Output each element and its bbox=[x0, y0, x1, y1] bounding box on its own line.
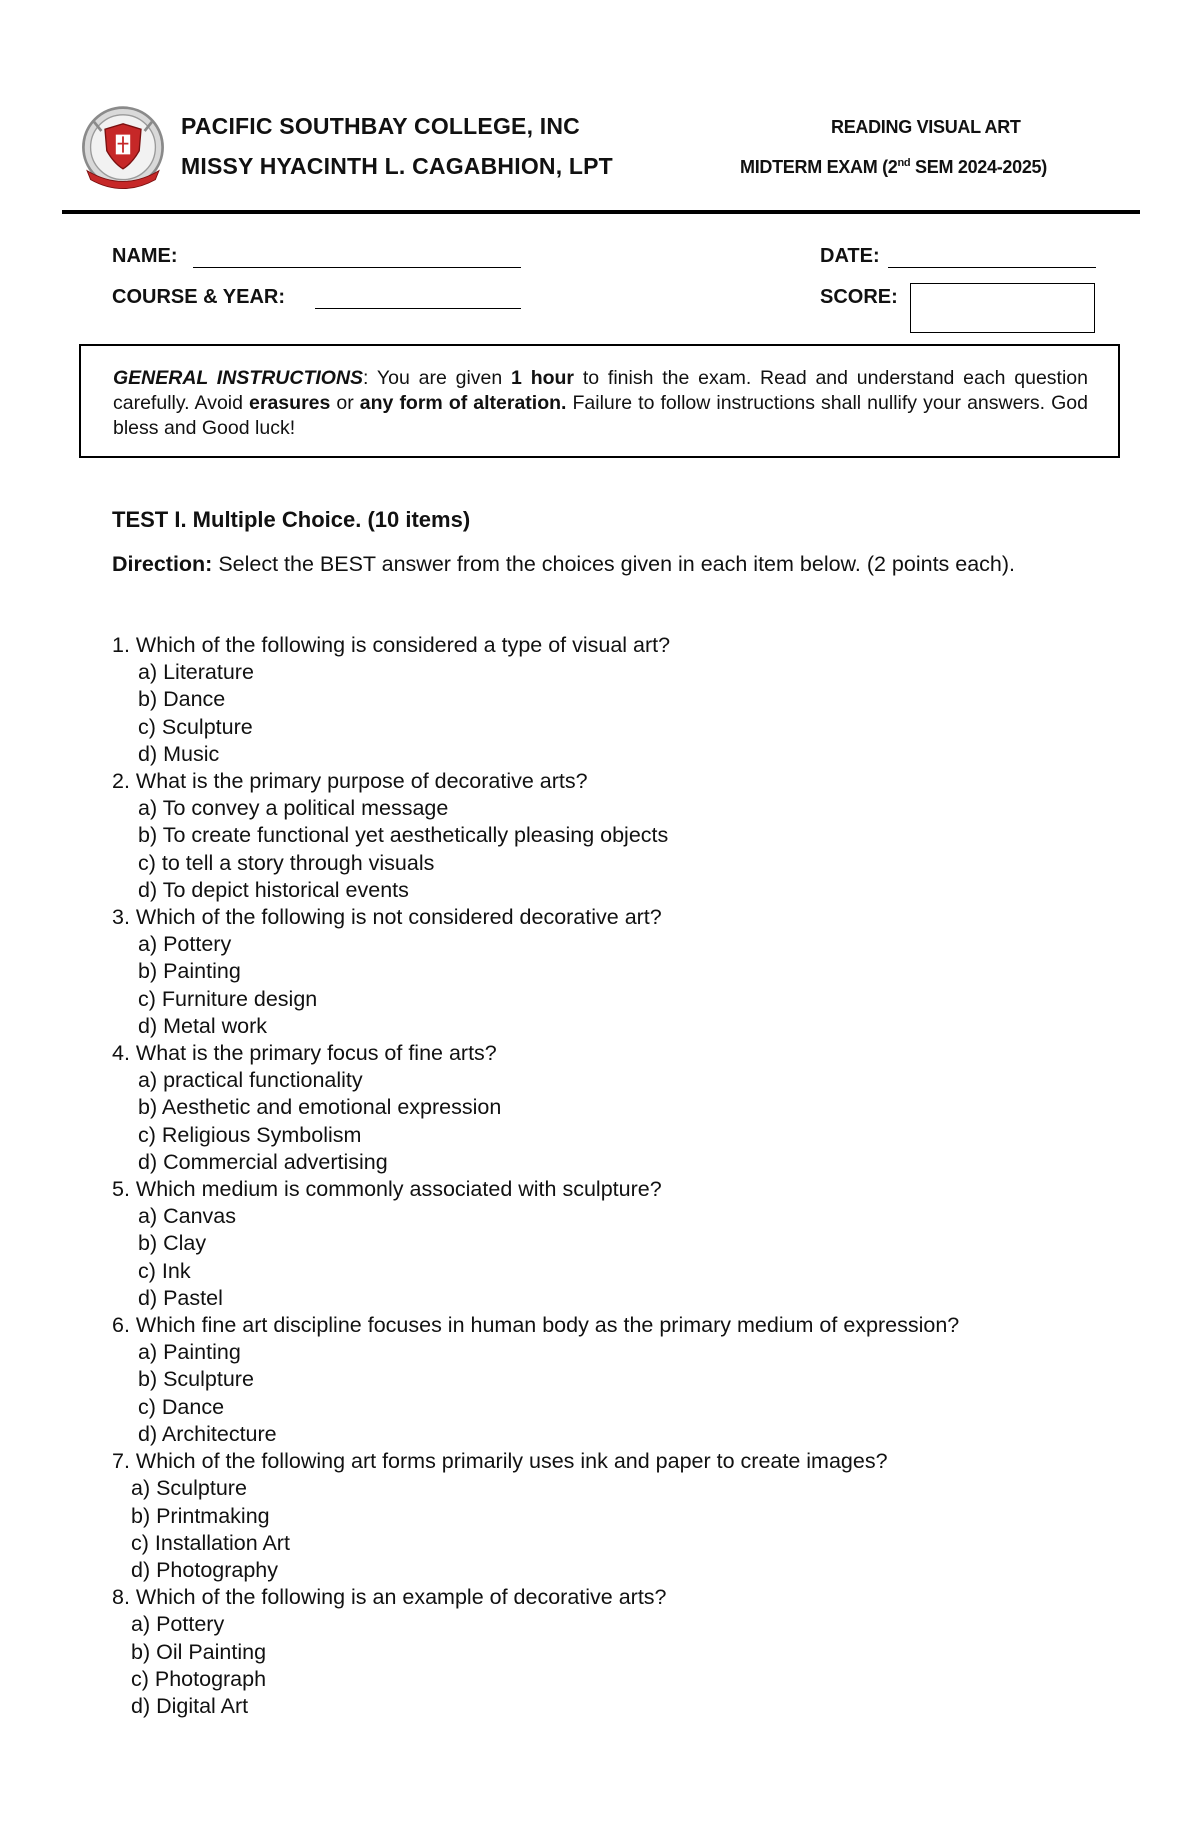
name-field[interactable] bbox=[193, 267, 521, 268]
subject-title: READING VISUAL ART bbox=[831, 117, 1021, 137]
question-text: 1. Which of the following is considered a type of visual art? bbox=[112, 633, 671, 657]
option-a: a) Literature bbox=[138, 660, 254, 685]
name-label: NAME: bbox=[112, 245, 178, 267]
option-c: c) Installation Art bbox=[131, 1530, 290, 1555]
question-text: 6. Which fine art discipline focuses in human body as the primary medium of expression? bbox=[112, 1313, 960, 1338]
test-title: TEST I. Multiple Choice. (10 items) bbox=[112, 507, 471, 532]
option-d: d) Digital Art bbox=[131, 1693, 249, 1718]
course-year-label: COURSE & YEAR: bbox=[112, 286, 285, 308]
option-c: c) Sculpture bbox=[138, 714, 253, 739]
school-seal-icon bbox=[78, 104, 168, 194]
option-b: b) Clay bbox=[138, 1231, 207, 1256]
option-c: c) Ink bbox=[138, 1258, 191, 1283]
option-d: d) Metal work bbox=[138, 1013, 268, 1038]
question-1 bbox=[112, 632, 1112, 768]
option-c: c) Religious Symbolism bbox=[138, 1122, 362, 1147]
option-c: c) to tell a story through visuals bbox=[138, 850, 435, 875]
question-text: 2. What is the primary purpose of decorative arts? bbox=[112, 769, 588, 794]
question-text: 8. Which of the following is an example of decorative arts? bbox=[112, 1585, 667, 1610]
option-d: d) To depict historical events bbox=[138, 877, 409, 902]
option-a: a) Sculpture bbox=[131, 1476, 247, 1501]
option-a: a) Pottery bbox=[138, 932, 232, 957]
question-list bbox=[112, 632, 1112, 1720]
option-c: c) Dance bbox=[138, 1394, 225, 1419]
option-d: d) Architecture bbox=[138, 1421, 277, 1446]
option-b: b) Printmaking bbox=[131, 1503, 270, 1528]
teacher-name: MISSY HYACINTH L. CAGABHION, LPT bbox=[181, 153, 613, 179]
general-instructions: GENERAL INSTRUCTIONS: You are given 1 hour to finish the exam. Read and understand each question carefully. Avoid erasures or any form of alteration. Failure to follow instructions shall nullify your answers. God bless and Good luck! bbox=[79, 344, 1120, 458]
option-a: a) practical functionality bbox=[138, 1068, 363, 1093]
option-d: d) Commercial advertising bbox=[138, 1149, 388, 1174]
option-a: a) Painting bbox=[138, 1340, 241, 1365]
score-box[interactable] bbox=[910, 283, 1095, 333]
option-a: a) To convey a political message bbox=[138, 796, 449, 821]
course-year-field[interactable] bbox=[315, 308, 521, 309]
score-label: SCORE: bbox=[820, 286, 898, 308]
option-b: b) Aesthetic and emotional expression bbox=[138, 1095, 502, 1120]
question-5 bbox=[112, 1176, 1112, 1312]
question-3 bbox=[112, 904, 1112, 1040]
option-b: b) To create functional yet aesthetically pleasing objects bbox=[138, 823, 669, 848]
option-c: c) Photograph bbox=[131, 1666, 267, 1691]
option-d: d) Music bbox=[138, 741, 220, 766]
question-7 bbox=[112, 1448, 1112, 1584]
test-direction: Direction: Select the BEST answer from the choices given in each item below. (2 points each). bbox=[112, 552, 1016, 576]
date-label: DATE: bbox=[820, 245, 880, 267]
option-b: b) Dance bbox=[138, 687, 226, 712]
question-2 bbox=[112, 768, 1112, 904]
option-a: a) Pottery bbox=[131, 1612, 225, 1637]
question-text: 7. Which of the following art forms primarily uses ink and paper to create images? bbox=[112, 1449, 888, 1474]
question-4 bbox=[112, 1040, 1112, 1176]
school-name: PACIFIC SOUTHBAY COLLEGE, INC bbox=[181, 113, 580, 139]
question-text: 3. Which of the following is not considered decorative art? bbox=[112, 905, 662, 930]
option-b: b) Sculpture bbox=[138, 1367, 254, 1392]
question-8 bbox=[112, 1584, 1112, 1720]
option-d: d) Pastel bbox=[138, 1285, 223, 1310]
exam-title: MIDTERM EXAM (2nd SEM 2024-2025) bbox=[740, 157, 1047, 177]
option-d: d) Photography bbox=[131, 1557, 279, 1582]
option-a: a) Canvas bbox=[138, 1204, 236, 1229]
date-field[interactable] bbox=[888, 267, 1096, 268]
option-c: c) Furniture design bbox=[138, 986, 318, 1011]
option-b: b) Oil Painting bbox=[131, 1639, 267, 1664]
question-6 bbox=[112, 1312, 1112, 1448]
question-text: 5. Which medium is commonly associated with sculpture? bbox=[112, 1177, 662, 1202]
question-text: 4. What is the primary focus of fine arts? bbox=[112, 1041, 497, 1066]
option-b: b) Painting bbox=[138, 959, 241, 984]
header-divider bbox=[62, 210, 1140, 214]
